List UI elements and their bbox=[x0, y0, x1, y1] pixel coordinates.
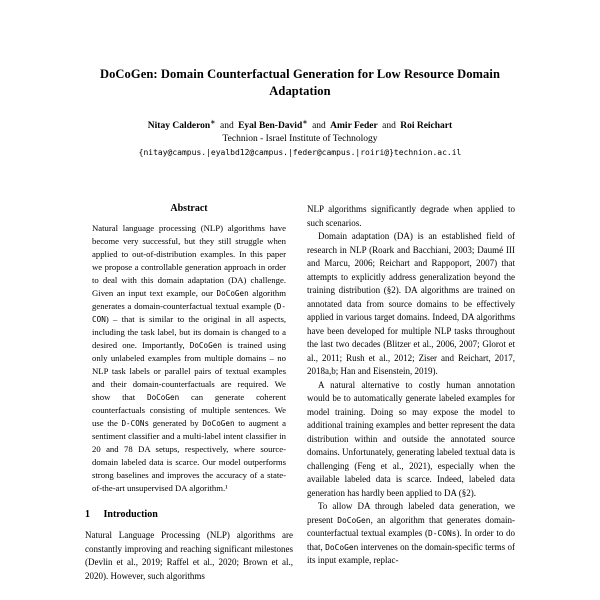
affiliation: Technion - Israel Institute of Technology bbox=[222, 134, 378, 145]
paper-header bbox=[85, 66, 515, 157]
paper-title: DoCoGen: Domain Counterfactual Generation for Low Resource Domain Adaptation bbox=[99, 67, 501, 98]
mono-term: DoCoGen bbox=[325, 542, 359, 552]
author-name: Amir Feder bbox=[330, 121, 378, 132]
abstract-text: Natural language processing (NLP) algorithms have become very successful, but they still struggle when applied to out-of-distribution examples. In this paper we propose a controllable generation approach in order to deal with this domain adaptation (DA) challenge. Given an input text example, our DoCoGen algorithm generates a domain-counterfactual textual example (D-CON) – that is similar to the original in all aspects, including the task label, but its domain is changed to a desired one. Importantly, DoCoGen is trained using only unlabeled examples from multiple domains – no NLP task labels or parallel pairs of textual examples and their domain-counterfactuals are required. We show that DoCoGen can generate coherent counterfactuals consisting of multiple sentences. We use the D-CONs generated by DoCoGen to augment a sentiment classifier and a multi-label intent classifier in 20 and 78 DA setups, respectively, where source-domain labeled data is scarce. Our model outperforms strong baselines and improves the accuracy of a state-of-the-art unsupervised DA algorithm.¹ bbox=[92, 223, 286, 494]
author-name: Roi Reichart bbox=[400, 121, 453, 132]
mono-term: D-CONs bbox=[427, 529, 457, 539]
author-emails: {nitay@campus.|eyalbd12@campus.|feder@campus.|roiri@}technion.ac.il bbox=[138, 148, 462, 158]
author-line bbox=[85, 118, 515, 131]
mono-term: D-CON bbox=[92, 302, 286, 325]
two-column-body bbox=[85, 203, 515, 583]
right-column bbox=[307, 203, 515, 583]
abstract-heading: Abstract bbox=[170, 203, 208, 215]
author-name: Nitay Calderon bbox=[147, 121, 211, 132]
intro-paragraph: Natural Language Processing (NLP) algorithms are constantly improving and reaching significant milestones (Devlin et al., 2019; Raffel et al., 2020; Brown et al., 2020). However, such algorithms bbox=[85, 530, 293, 581]
author-separator: and bbox=[379, 121, 399, 132]
section-number: 1 bbox=[85, 509, 90, 521]
section-1-heading bbox=[85, 509, 293, 520]
mono-term: DoCoGen bbox=[202, 419, 235, 429]
body-paragraph: A natural alternative to costly human annotation would be to automatically generate labeled examples for model training. Doing so may expose the model to additional training examples and better represent the data distribution within and outside the annotated source domains. Unfortunately, generating labeled textual data is challenging (Feng et al., 2021), especially when the available labeled data is scarce. Indeed, labeled data generation has hardly been applied to DA (§2). bbox=[307, 379, 515, 498]
body-paragraph: NLP algorithms significantly degrade when applied to such scenarios. bbox=[307, 204, 515, 228]
body-paragraph: To allow DA through labeled data generation, we present DoCoGen, an algorithm that generates domain-counterfactual textual examples (D-CONs). In order to do that, DoCoGen intervenes on the domain-specific terms of its input example, replac- bbox=[307, 501, 516, 566]
left-column bbox=[85, 203, 293, 583]
mono-term: DoCoGen bbox=[216, 289, 249, 299]
section-title: Introduction bbox=[103, 509, 158, 521]
author-footnote-mark: ∗ bbox=[210, 119, 216, 126]
abstract-section bbox=[85, 203, 293, 495]
mono-term: D-CONs bbox=[121, 419, 150, 429]
author-separator: and bbox=[309, 121, 329, 132]
mono-term: DoCoGen bbox=[337, 515, 371, 525]
mono-term: DoCoGen bbox=[146, 393, 180, 403]
author-name: Eyal Ben-David bbox=[238, 121, 303, 132]
mono-term: DoCoGen bbox=[189, 341, 222, 351]
author-footnote-mark: ∗ bbox=[302, 119, 308, 126]
author-separator: and bbox=[217, 121, 237, 132]
body-paragraph: Domain adaptation (DA) is an established field of research in NLP (Roark and Bacchiani, 2003; Daumé III and Marcu, 2006; Reichart and Rappoport, 2007) that attempts to explicitly address generalization beyond the training distribution (§2). DA algorithms are trained on annotated data from source domains to be effectively applied in various target domains. Indeed, DA algorithms have been developed for multiple NLP tasks throughout the last two decades (Blitzer et al., 2006, 2007; Glorot et al., 2011; Rush et al., 2012; Ziser and Reichart, 2017, 2018a,b; Han and Eisenstein, 2019). bbox=[307, 231, 515, 377]
